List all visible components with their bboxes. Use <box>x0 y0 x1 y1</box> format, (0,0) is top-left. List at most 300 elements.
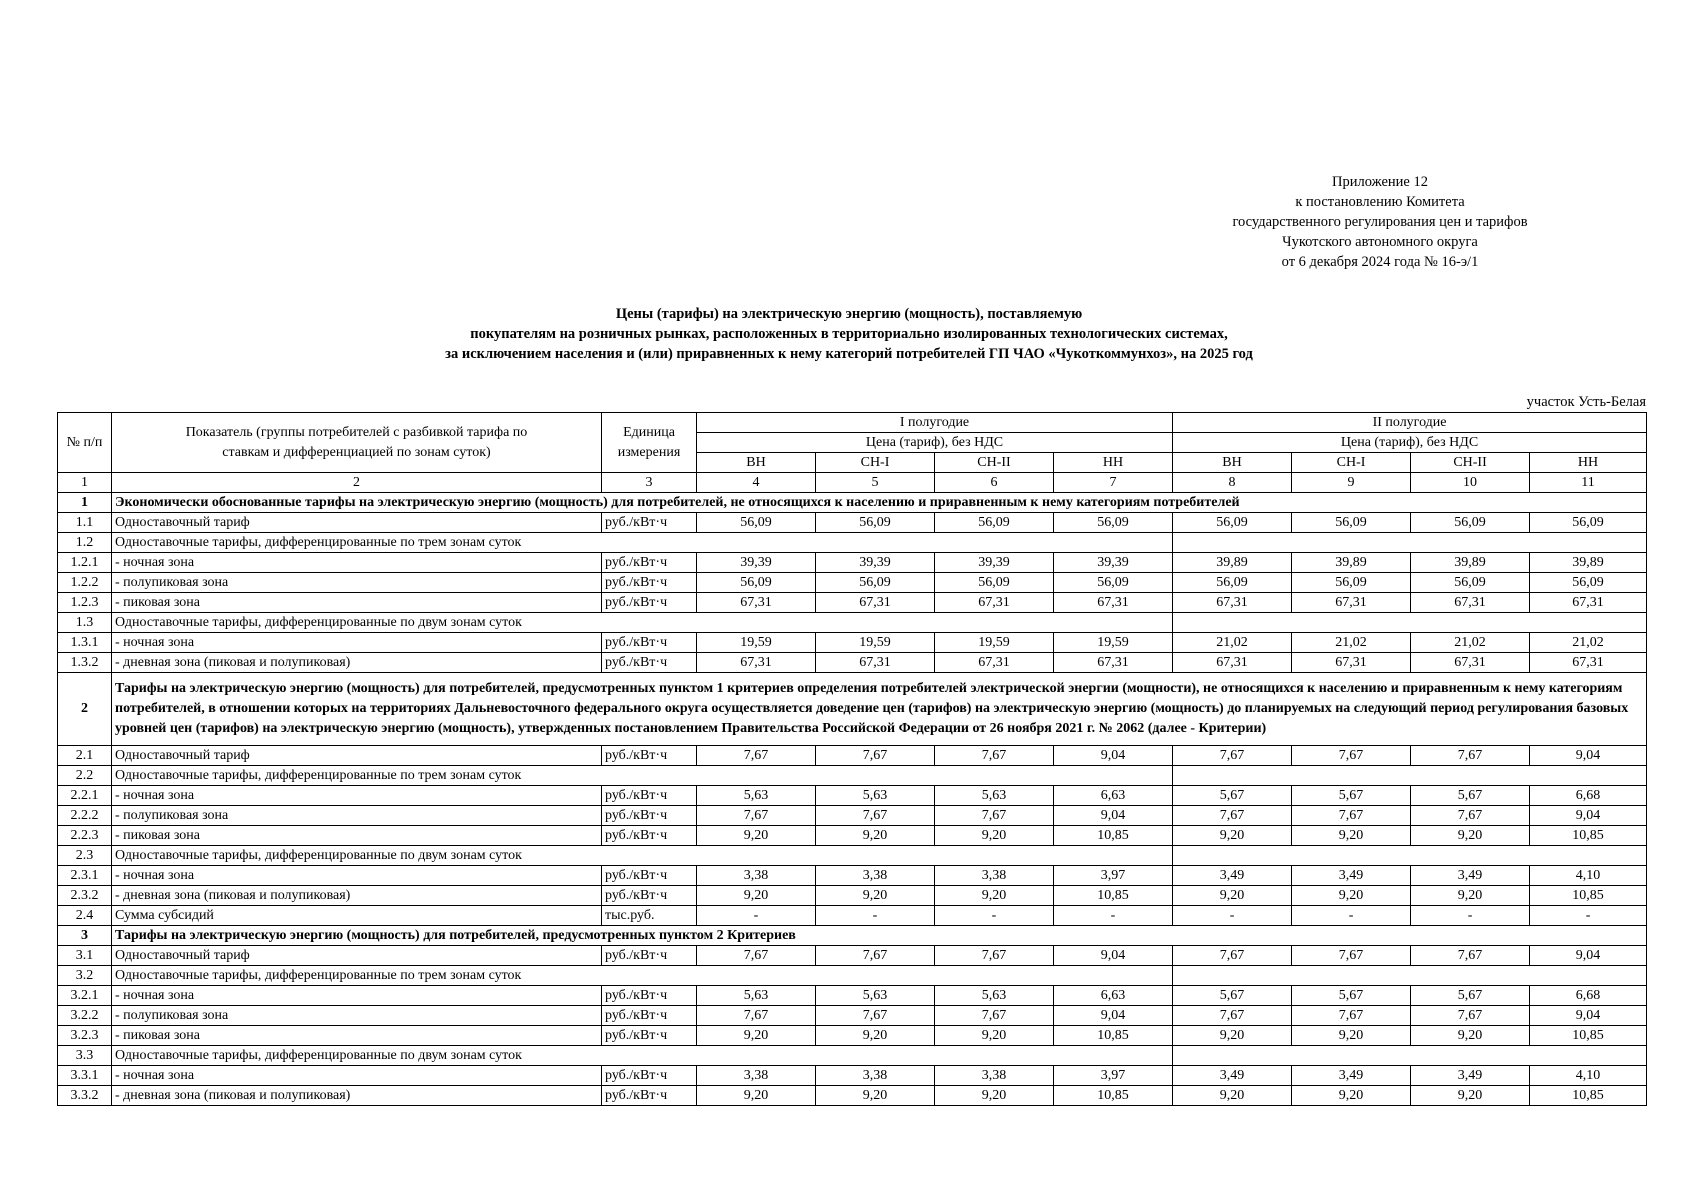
tariff-value: 39,89 <box>1411 553 1530 573</box>
tariff-value: 56,09 <box>816 573 935 593</box>
section-title: Тарифы на электрическую энергию (мощность) для потребителей, предусмотренных пунктом 1 критериев определения потребителей электрической энергии (мощности), не относящихся к населению и приравненным к нему категориям потребителей, в отношении которых на территориях Дальневосточного федерального округа осуществляется доведение цен (тарифов) на электрическую энергию (мощность) до планируемых на следующий период регулирования базовых уровней цен (тарифов) на электрическую энергию (мощность), утвержденных постановлением Правительства Российской Федерации от 26 ноября 2021 г. № 2062 (далее - Критерии) <box>112 673 1647 746</box>
group-row <box>58 533 1647 553</box>
row-label: - пиковая зона <box>112 1026 602 1046</box>
tariff-value: 7,67 <box>697 1006 816 1026</box>
tariff-value: 9,04 <box>1530 946 1647 966</box>
tariff-value: 3,49 <box>1292 1066 1411 1086</box>
table-row <box>58 553 1647 573</box>
row-unit: руб./кВт·ч <box>602 553 697 573</box>
tariff-value: 7,67 <box>1411 946 1530 966</box>
appendix-line: государственного регулирования цен и тарифов <box>1232 214 1528 230</box>
tariff-value: 9,20 <box>1411 886 1530 906</box>
tariff-value: 5,67 <box>1173 986 1292 1006</box>
row-number: 3.1 <box>58 946 112 966</box>
tariff-value: 3,49 <box>1173 1066 1292 1086</box>
tariff-value: 19,59 <box>935 633 1054 653</box>
column-number: 11 <box>1530 473 1647 493</box>
row-number: 3.2 <box>58 966 112 986</box>
tariff-value: 6,63 <box>1054 786 1173 806</box>
row-number: 2.2.3 <box>58 826 112 846</box>
tariff-value: 9,20 <box>816 826 935 846</box>
tariff-value: 7,67 <box>816 1006 935 1026</box>
table-row <box>58 573 1647 593</box>
row-label: - ночная зона <box>112 1066 602 1086</box>
row-number: 1.3.2 <box>58 653 112 673</box>
header-level: ВН <box>697 453 816 473</box>
appendix-line: Чукотского автономного округа <box>1282 234 1478 250</box>
tariff-value: 7,67 <box>935 806 1054 826</box>
group-row <box>58 613 1647 633</box>
column-number: 10 <box>1411 473 1530 493</box>
section-title: Тарифы на электрическую энергию (мощность) для потребителей, предусмотренных пунктом 2 Критериев <box>112 926 1647 946</box>
empty-cell <box>697 966 1173 986</box>
row-label: - полупиковая зона <box>112 573 602 593</box>
tariff-value: 5,67 <box>1292 986 1411 1006</box>
row-label: Одноставочный тариф <box>112 513 602 533</box>
tariff-value: 9,04 <box>1530 806 1647 826</box>
tariff-value: 7,67 <box>935 746 1054 766</box>
header-level: НН <box>1530 453 1647 473</box>
tariff-value: 67,31 <box>1054 653 1173 673</box>
row-label: - дневная зона (пиковая и полупиковая) <box>112 886 602 906</box>
tariff-value: 39,39 <box>935 553 1054 573</box>
tariff-value: 9,20 <box>935 1086 1054 1106</box>
row-label: - полупиковая зона <box>112 1006 602 1026</box>
tariff-value: 67,31 <box>816 653 935 673</box>
column-number-row <box>58 473 1647 493</box>
tariff-value: 67,31 <box>1173 593 1292 613</box>
appendix-line: к постановлению Комитета <box>1295 194 1465 210</box>
tariff-value: 21,02 <box>1411 633 1530 653</box>
tariff-value: 67,31 <box>697 593 816 613</box>
row-label: - пиковая зона <box>112 593 602 613</box>
tariff-value: 56,09 <box>697 573 816 593</box>
column-number: 7 <box>1054 473 1173 493</box>
tariff-value: 7,67 <box>1173 806 1292 826</box>
row-number: 3.3 <box>58 1046 112 1066</box>
tariff-value: 9,20 <box>1411 1026 1530 1046</box>
row-unit: руб./кВт·ч <box>602 806 697 826</box>
tariff-value: 9,20 <box>1292 886 1411 906</box>
row-unit: руб./кВт·ч <box>602 573 697 593</box>
tariff-value: 4,10 <box>1530 1066 1647 1086</box>
header-level: СН-II <box>935 453 1054 473</box>
tariff-value: 7,67 <box>816 806 935 826</box>
tariff-value: 56,09 <box>1054 513 1173 533</box>
row-number: 1.2 <box>58 533 112 553</box>
tariff-value: 19,59 <box>816 633 935 653</box>
row-number: 2.3.1 <box>58 866 112 886</box>
empty-cell <box>1173 766 1647 786</box>
row-label: - ночная зона <box>112 553 602 573</box>
tariff-value: 3,49 <box>1411 866 1530 886</box>
row-number: 2 <box>58 673 112 746</box>
tariff-value: 5,63 <box>697 986 816 1006</box>
title-line: за исключением населения и (или) приравненных к нему категорий потребителей ГП ЧАО «Чукоткоммунхоз», на 2025 год <box>445 346 1253 362</box>
tariff-value: 7,67 <box>935 946 1054 966</box>
header-level: НН <box>1054 453 1173 473</box>
tariff-value: 9,20 <box>1173 1086 1292 1106</box>
empty-cell <box>697 846 1173 866</box>
row-unit: руб./кВт·ч <box>602 513 697 533</box>
title-line: покупателям на розничных рынках, расположенных в территориально изолированных технологических системах, <box>470 326 1228 342</box>
tariff-value: 67,31 <box>1530 653 1647 673</box>
tariff-value: 3,97 <box>1054 866 1173 886</box>
tariff-value: - <box>697 906 816 926</box>
tariff-value: 39,89 <box>1292 553 1411 573</box>
tariff-value: 5,63 <box>816 986 935 1006</box>
tariff-value: 7,67 <box>816 946 935 966</box>
tariff-value: 56,09 <box>816 513 935 533</box>
tariff-value: 9,20 <box>697 826 816 846</box>
tariff-value: 9,20 <box>816 1086 935 1106</box>
tariff-value: 5,63 <box>816 786 935 806</box>
tariff-value: 5,67 <box>1292 786 1411 806</box>
tariff-value: 7,67 <box>1411 746 1530 766</box>
tariff-value: 7,67 <box>697 806 816 826</box>
tariff-value: 67,31 <box>816 593 935 613</box>
column-number: 5 <box>816 473 935 493</box>
row-label: - ночная зона <box>112 786 602 806</box>
tariff-value: 5,63 <box>935 986 1054 1006</box>
row-unit: руб./кВт·ч <box>602 866 697 886</box>
tariff-value: 21,02 <box>1530 633 1647 653</box>
tariff-value: 3,38 <box>816 866 935 886</box>
row-unit: руб./кВт·ч <box>602 1006 697 1026</box>
empty-cell <box>1173 966 1647 986</box>
tariff-value: 67,31 <box>1292 593 1411 613</box>
tariff-value: 56,09 <box>697 513 816 533</box>
tariff-value: 39,39 <box>816 553 935 573</box>
tariff-value: 3,38 <box>697 1066 816 1086</box>
empty-cell <box>697 533 1173 553</box>
table-row <box>58 1006 1647 1026</box>
tariff-value: 7,67 <box>1173 946 1292 966</box>
tariff-value: 9,20 <box>1292 1026 1411 1046</box>
tariff-value: 39,89 <box>1173 553 1292 573</box>
row-number: 3.3.1 <box>58 1066 112 1086</box>
tariff-value: - <box>1173 906 1292 926</box>
row-label: - ночная зона <box>112 633 602 653</box>
tariff-value: 9,04 <box>1054 746 1173 766</box>
tariff-value: 9,20 <box>816 1026 935 1046</box>
tariff-value: 9,20 <box>935 886 1054 906</box>
row-number: 2.1 <box>58 746 112 766</box>
column-number: 8 <box>1173 473 1292 493</box>
row-number: 3 <box>58 926 112 946</box>
tariff-value: 9,20 <box>935 1026 1054 1046</box>
tariff-value: 10,85 <box>1054 826 1173 846</box>
tariff-value: - <box>1292 906 1411 926</box>
tariff-value: 19,59 <box>1054 633 1173 653</box>
tariff-value: 56,09 <box>1411 573 1530 593</box>
tariff-value: 5,67 <box>1411 986 1530 1006</box>
tariff-value: 39,89 <box>1530 553 1647 573</box>
table-row <box>58 866 1647 886</box>
tariff-value: 67,31 <box>1173 653 1292 673</box>
column-number: 4 <box>697 473 816 493</box>
tariff-value: 56,09 <box>935 573 1054 593</box>
tariff-value: 10,85 <box>1054 1026 1173 1046</box>
tariff-value: 56,09 <box>1292 573 1411 593</box>
tariff-value: 67,31 <box>1054 593 1173 613</box>
row-number: 2.4 <box>58 906 112 926</box>
row-unit: руб./кВт·ч <box>602 786 697 806</box>
tariff-value: 67,31 <box>1530 593 1647 613</box>
empty-cell <box>1173 1046 1647 1066</box>
tariff-value: 10,85 <box>1530 826 1647 846</box>
appendix-line: от 6 декабря 2024 года № 16-э/1 <box>1281 254 1479 270</box>
row-number: 1.1 <box>58 513 112 533</box>
row-number: 1.3.1 <box>58 633 112 653</box>
tariff-value: 56,09 <box>1173 513 1292 533</box>
tariff-value: 7,67 <box>1292 1006 1411 1026</box>
tariff-value: 3,49 <box>1411 1066 1530 1086</box>
tariff-value: 67,31 <box>697 653 816 673</box>
row-label: - полупиковая зона <box>112 806 602 826</box>
tariff-value: 7,67 <box>1292 946 1411 966</box>
row-number: 3.2.1 <box>58 986 112 1006</box>
header-num: № п/п <box>58 413 112 473</box>
column-number: 2 <box>112 473 602 493</box>
tariff-value: 9,20 <box>697 1026 816 1046</box>
tariff-value: 7,67 <box>1411 1006 1530 1026</box>
tariff-value: 3,38 <box>697 866 816 886</box>
tariff-value: 7,67 <box>816 746 935 766</box>
row-label: Одноставочные тарифы, дифференцированные по трем зонам суток <box>112 966 697 986</box>
tariff-value: - <box>816 906 935 926</box>
tariff-value: 10,85 <box>1054 1086 1173 1106</box>
empty-cell <box>697 766 1173 786</box>
table-row <box>58 986 1647 1006</box>
tariff-value: 10,85 <box>1054 886 1173 906</box>
row-label: Одноставочный тариф <box>112 946 602 966</box>
table-row <box>58 786 1647 806</box>
tariff-value: 9,20 <box>1411 1086 1530 1106</box>
tariff-value: 19,59 <box>697 633 816 653</box>
section-title: Экономически обоснованные тарифы на электрическую энергию (мощность) для потребителей, не относящихся к населению и приравненным к нему категориям потребителей <box>112 493 1647 513</box>
tariff-value: 10,85 <box>1530 1026 1647 1046</box>
tariff-value: 3,38 <box>816 1066 935 1086</box>
tariff-value: 5,67 <box>1411 786 1530 806</box>
tariff-value: 9,20 <box>1173 1026 1292 1046</box>
row-unit: руб./кВт·ч <box>602 1026 697 1046</box>
empty-cell <box>697 613 1173 633</box>
header-unit: Единица измерения <box>602 413 697 473</box>
table-row <box>58 1066 1647 1086</box>
tariff-value: 6,63 <box>1054 986 1173 1006</box>
table-row <box>58 946 1647 966</box>
row-number: 1.2.1 <box>58 553 112 573</box>
tariff-value: 3,49 <box>1292 866 1411 886</box>
row-number: 2.2.2 <box>58 806 112 826</box>
group-row <box>58 966 1647 986</box>
header-row <box>58 413 1647 433</box>
header-half1: I полугодие <box>697 413 1173 433</box>
tariff-value: 7,67 <box>1173 746 1292 766</box>
tariff-value: 21,02 <box>1292 633 1411 653</box>
table-row <box>58 1086 1647 1106</box>
tariff-value: 39,39 <box>697 553 816 573</box>
tariff-value: 6,68 <box>1530 786 1647 806</box>
appendix-line: Приложение 12 <box>1332 174 1428 190</box>
row-label: - дневная зона (пиковая и полупиковая) <box>112 1086 602 1106</box>
tariff-value: 10,85 <box>1530 1086 1647 1106</box>
row-number: 3.2.2 <box>58 1006 112 1026</box>
tariff-value: 56,09 <box>1054 573 1173 593</box>
row-number: 2.3.2 <box>58 886 112 906</box>
tariff-value: - <box>1530 906 1647 926</box>
tariff-value: - <box>1411 906 1530 926</box>
tariff-value: 67,31 <box>1292 653 1411 673</box>
table-row <box>58 906 1647 926</box>
appendix-note <box>1190 172 1570 272</box>
table-row <box>58 653 1647 673</box>
tariff-value: 7,67 <box>935 1006 1054 1026</box>
tariff-value: 6,68 <box>1530 986 1647 1006</box>
column-number: 9 <box>1292 473 1411 493</box>
tariff-value: 3,97 <box>1054 1066 1173 1086</box>
empty-cell <box>1173 613 1647 633</box>
tariff-value: 7,67 <box>697 946 816 966</box>
table-row <box>58 826 1647 846</box>
row-unit: руб./кВт·ч <box>602 946 697 966</box>
tariff-value: 9,20 <box>935 826 1054 846</box>
group-row <box>58 1046 1647 1066</box>
tariff-value: 3,38 <box>935 1066 1054 1086</box>
row-unit: руб./кВт·ч <box>602 826 697 846</box>
row-unit: тыс.руб. <box>602 906 697 926</box>
site-label: участок Усть-Белая <box>1526 394 1646 410</box>
tariff-value: 9,04 <box>1054 946 1173 966</box>
empty-cell <box>1173 846 1647 866</box>
empty-cell <box>697 1046 1173 1066</box>
tariff-value: 56,09 <box>1530 573 1647 593</box>
row-label: Одноставочные тарифы, дифференцированные по двум зонам суток <box>112 1046 697 1066</box>
tariff-value: 9,04 <box>1054 806 1173 826</box>
row-number: 1.2.2 <box>58 573 112 593</box>
table-row <box>58 633 1647 653</box>
table-row <box>58 886 1647 906</box>
table-row <box>58 746 1647 766</box>
row-number: 1.3 <box>58 613 112 633</box>
tariff-value: 4,10 <box>1530 866 1647 886</box>
tariff-value: 56,09 <box>935 513 1054 533</box>
tariff-value: 56,09 <box>1411 513 1530 533</box>
row-label: Одноставочные тарифы, дифференцированные по трем зонам суток <box>112 766 697 786</box>
column-number: 1 <box>58 473 112 493</box>
tariff-value: 67,31 <box>1411 653 1530 673</box>
tariff-value: 39,39 <box>1054 553 1173 573</box>
row-label: - дневная зона (пиковая и полупиковая) <box>112 653 602 673</box>
row-label: Одноставочные тарифы, дифференцированные по двум зонам суток <box>112 613 697 633</box>
document-title <box>60 304 1638 364</box>
row-label: - пиковая зона <box>112 826 602 846</box>
table-row <box>58 1026 1647 1046</box>
tariff-value: 7,67 <box>1292 746 1411 766</box>
tariff-value: 67,31 <box>1411 593 1530 613</box>
tariff-value: 7,67 <box>1292 806 1411 826</box>
tariff-value: 3,49 <box>1173 866 1292 886</box>
tariff-value: 67,31 <box>935 653 1054 673</box>
row-number: 1 <box>58 493 112 513</box>
group-row <box>58 766 1647 786</box>
row-unit: руб./кВт·ч <box>602 633 697 653</box>
tariff-value: 7,67 <box>1411 806 1530 826</box>
section-row <box>58 493 1647 513</box>
row-label: - ночная зона <box>112 986 602 1006</box>
row-number: 1.2.3 <box>58 593 112 613</box>
section-row <box>58 673 1647 746</box>
column-number: 6 <box>935 473 1054 493</box>
tariff-value: 5,63 <box>935 786 1054 806</box>
tariff-value: 56,09 <box>1173 573 1292 593</box>
header-half2: II полугодие <box>1173 413 1647 433</box>
tariff-value: 7,67 <box>697 746 816 766</box>
tariff-value: 9,20 <box>816 886 935 906</box>
row-unit: руб./кВт·ч <box>602 886 697 906</box>
tariff-value: 9,20 <box>697 1086 816 1106</box>
row-label: Одноставочные тарифы, дифференцированные по двум зонам суток <box>112 846 697 866</box>
tariff-value: 9,20 <box>1173 826 1292 846</box>
row-number: 2.3 <box>58 846 112 866</box>
tariff-value: 5,63 <box>697 786 816 806</box>
header-price: Цена (тариф), без НДС <box>697 433 1173 453</box>
column-number: 3 <box>602 473 697 493</box>
row-label: Одноставочный тариф <box>112 746 602 766</box>
tariff-value: 9,20 <box>1411 826 1530 846</box>
header-level: СН-II <box>1411 453 1530 473</box>
table-row <box>58 806 1647 826</box>
tariff-value: 10,85 <box>1530 886 1647 906</box>
tariff-table <box>57 412 1647 1106</box>
tariff-value: 9,20 <box>1292 1086 1411 1106</box>
header-indicator: Показатель (группы потребителей с разбивкой тарифа по ставкам и дифференциацией по зонам суток) <box>112 413 602 473</box>
row-number: 3.3.2 <box>58 1086 112 1106</box>
section-row <box>58 926 1647 946</box>
tariff-value: - <box>935 906 1054 926</box>
row-label: Сумма субсидий <box>112 906 602 926</box>
row-unit: руб./кВт·ч <box>602 746 697 766</box>
tariff-value: 9,20 <box>1173 886 1292 906</box>
row-number: 2.2 <box>58 766 112 786</box>
table-row <box>58 593 1647 613</box>
row-unit: руб./кВт·ч <box>602 1066 697 1086</box>
row-unit: руб./кВт·ч <box>602 653 697 673</box>
row-unit: руб./кВт·ч <box>602 986 697 1006</box>
row-unit: руб./кВт·ч <box>602 1086 697 1106</box>
tariff-value: 56,09 <box>1292 513 1411 533</box>
tariff-value: 21,02 <box>1173 633 1292 653</box>
tariff-value: 56,09 <box>1530 513 1647 533</box>
header-level: СН-I <box>1292 453 1411 473</box>
tariff-value: 9,04 <box>1054 1006 1173 1026</box>
row-label: Одноставочные тарифы, дифференцированные по трем зонам суток <box>112 533 697 553</box>
tariff-value: 67,31 <box>935 593 1054 613</box>
tariff-value: 9,04 <box>1530 746 1647 766</box>
row-unit: руб./кВт·ч <box>602 593 697 613</box>
table-row <box>58 513 1647 533</box>
tariff-value: 9,20 <box>1292 826 1411 846</box>
tariff-value: 5,67 <box>1173 786 1292 806</box>
tariff-value: - <box>1054 906 1173 926</box>
tariff-value: 7,67 <box>1173 1006 1292 1026</box>
tariff-value: 9,04 <box>1530 1006 1647 1026</box>
header-price: Цена (тариф), без НДС <box>1173 433 1647 453</box>
group-row <box>58 846 1647 866</box>
row-label: - ночная зона <box>112 866 602 886</box>
header-level: ВН <box>1173 453 1292 473</box>
